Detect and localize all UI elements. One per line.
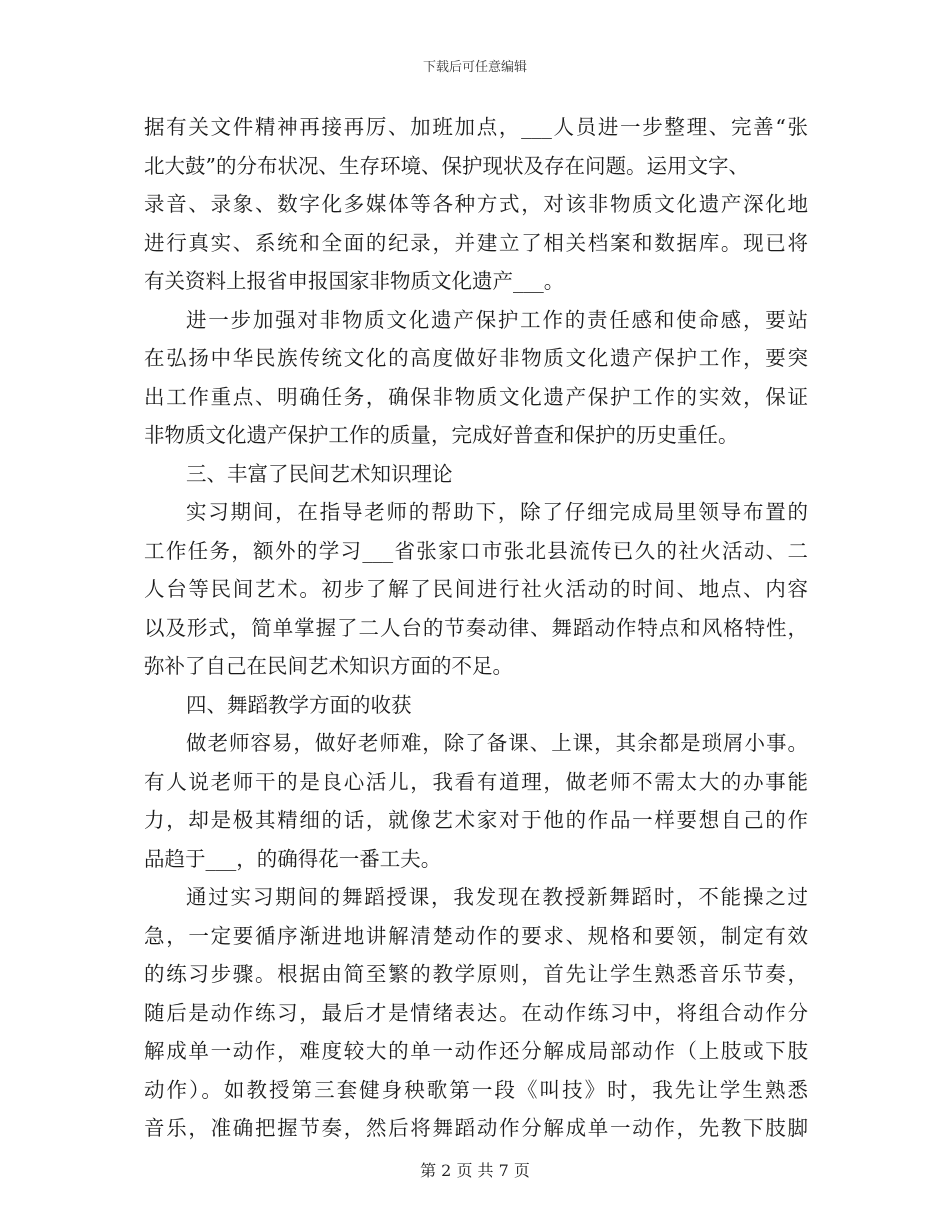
- text-line: 力，却是极其精细的话，就像艺术家对于他的作品一样要想自己的作: [144, 808, 808, 832]
- text-line: 实习期间，在指导老师的帮助下，除了仔细完成局里领导布置的: [186, 500, 808, 524]
- text-line: 进行真实、系统和全面的纪录，并建立了相关档案和数据库。现已将: [144, 230, 808, 255]
- text-line: 品趋于___，的确得花一番工夫。: [144, 846, 442, 871]
- text-line: 的练习步骤。根据由简至繁的教学原则，首先让学生熟悉音乐节奏，: [144, 962, 808, 986]
- text-line: 急，一定要循序渐进地讲解清楚动作的要求、规格和要领，制定有效: [144, 923, 808, 948]
- text-line: 解成单一动作，难度较大的单一动作还分解成局部动作（上肢或下肢: [144, 1039, 808, 1063]
- text-line: 在弘扬中华民族传统文化的高度做好非物质文化遗产保护工作，要突: [144, 346, 808, 370]
- text-line: 音乐，准确把握节奏，然后将舞蹈动作分解成单一动作，先教下肢脚: [144, 1116, 808, 1140]
- text-line: 弥补了自己在民间艺术知识方面的不足。: [144, 654, 513, 678]
- text-line: 做老师容易，做好老师难，除了备课、上课，其余都是琐屑小事。: [186, 731, 808, 755]
- text-line: 动作）。如教授第三套健身秧歌第一段《叫技》时，我先让学生熟悉: [144, 1077, 808, 1102]
- text-line: 非物质文化遗产保护工作的质量，完成好普查和保护的历史重任。: [144, 423, 739, 447]
- text-line: 录音、录象、数字化多媒体等各种方式，对该非物质文化遗产深化地: [144, 192, 808, 216]
- page-number-footer: 第 2 页 共 7 页: [420, 1161, 530, 1180]
- text-line: 进一步加强对非物质文化遗产保护工作的责任感和使命感，要站: [186, 307, 808, 332]
- text-line: 三、丰富了民间艺术知识理论: [186, 461, 453, 486]
- text-line: 北大鼓”的分布状况、生存环境、保护现状及存在问题。运用文字、: [144, 153, 749, 178]
- text-line: 有关资料上报省申报国家非物质文化遗产___。: [144, 269, 565, 293]
- text-line: 有人说老师干的是良心活儿，我看有道理，做老师不需太大的办事能: [144, 769, 808, 794]
- text-line: 据有关文件精神再接再厉、加班加点，___人员进一步整理、完善“张: [144, 115, 808, 139]
- text-line: 以及形式，简单掌握了二人台的节奏动律、舞蹈动作特点和风格特性，: [144, 615, 808, 640]
- text-line: 通过实习期间的舞蹈授课，我发现在教授新舞蹈时，不能操之过: [186, 885, 808, 909]
- text-line: 工作任务，额外的学习___省张家口市张北县流传已久的社火活动、二: [144, 538, 808, 563]
- document-body: [144, 108, 808, 1148]
- page-header: 下载后可任意编辑: [422, 60, 527, 75]
- text-line: 四、舞蹈教学方面的收获: [186, 692, 412, 717]
- text-line: 随后是动作练习，最后才是情绪表达。在动作练习中，将组合动作分: [144, 1000, 808, 1025]
- text-line: 人台等民间艺术。初步了解了民间进行社火活动的时间、地点、内容: [144, 577, 808, 601]
- text-line: 出工作重点、明确任务，确保非物质文化遗产保护工作的实效，保证: [144, 384, 808, 409]
